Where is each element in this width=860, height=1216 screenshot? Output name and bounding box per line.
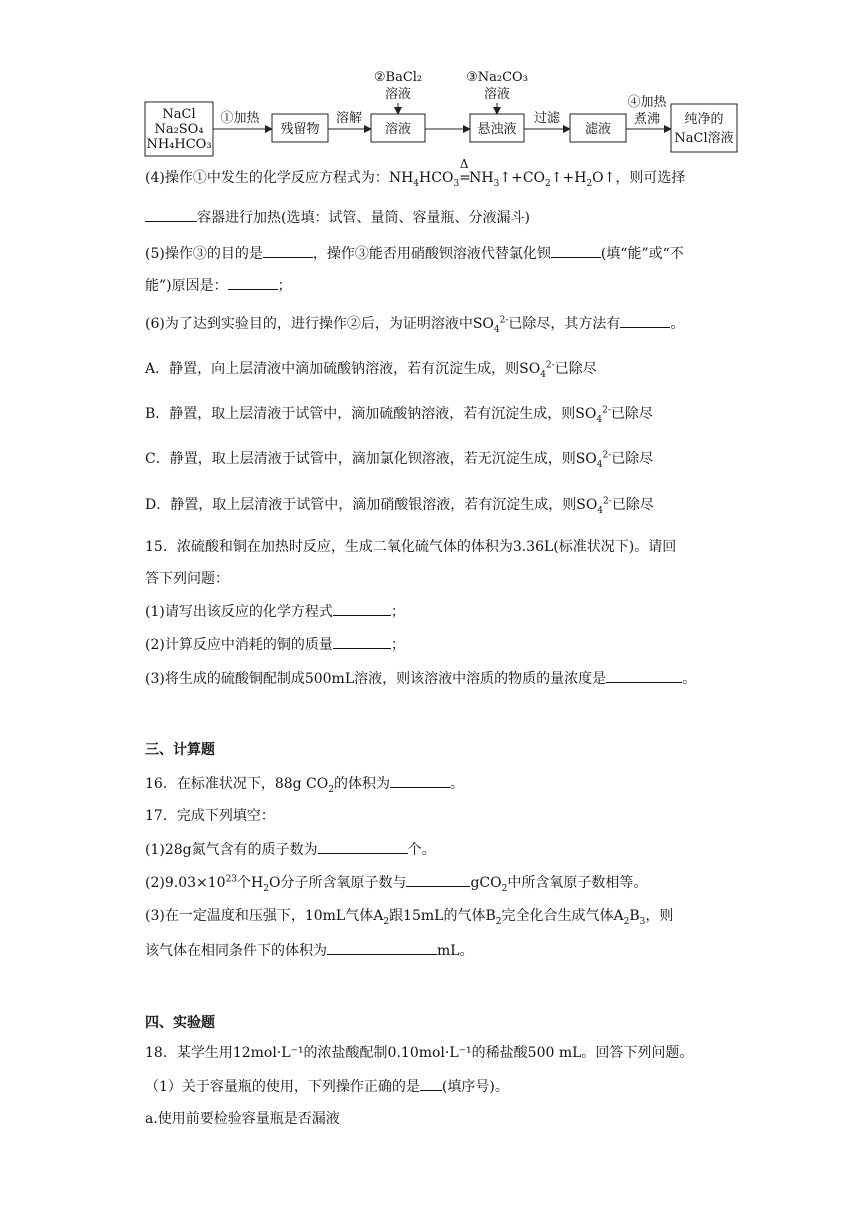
suspension-label: 悬浊液	[477, 122, 517, 137]
answer-blank[interactable]	[145, 207, 197, 222]
answer-blank[interactable]	[327, 940, 437, 955]
q5-line2: 能”)原因是： ；	[145, 275, 292, 296]
answer-blank[interactable]	[551, 243, 601, 258]
filtrate-label: 滤液	[584, 122, 612, 137]
answer-blank[interactable]	[606, 668, 682, 683]
q18-sub1: （1）关于容量瓶的使用，下列操作正确的是 (填序号)。	[145, 1076, 509, 1097]
q6-option-c: C．静置，取上层清液于试管中，滴加氯化钡溶液，若无沉淀生成，则$SO_4^{2-}$已除尽	[145, 450, 654, 470]
q6-option-d: D．静置，取上层清液于试管中，滴加硝酸银溶液，若有沉淀生成，则$SO_4^{2-}$已除尽	[145, 496, 654, 516]
answer-blank[interactable]	[318, 839, 408, 854]
answer-blank[interactable]	[228, 275, 278, 290]
label-step3-reagent: ③Na₂CO₃	[466, 70, 528, 85]
answer-blank[interactable]	[406, 872, 470, 887]
delta-equals-sign: Δ =	[459, 157, 471, 186]
label-step2-reagent: ②BaCl₂	[373, 70, 423, 85]
q15-line2: 答下列问题：	[145, 571, 229, 587]
section-experiment-title: 四、实验题	[145, 1015, 215, 1031]
label-filter: 过滤	[533, 111, 561, 126]
answer-blank[interactable]	[420, 1076, 442, 1091]
q15-sub3: (3)将生成的硫酸铜配制成500mL溶液，则该溶液中溶质的物质的量浓度是 。	[145, 668, 696, 689]
q18-line1: 18．某学生用12mol·L⁻¹的浓盐酸配制0.10mol·L⁻¹的稀盐酸500 mL。回答下列问题。	[145, 1045, 694, 1061]
q6-stem: (6)为了达到实验目的，进行操作②后，为证明溶液中$SO_4^{2-}$已除尽，其方法有 。	[145, 313, 684, 334]
answer-blank[interactable]	[390, 773, 450, 788]
q17-sub1: (1)28g氮气含有的质子数为 个。	[145, 839, 436, 860]
start-nh4hco3: NH₄HCO₃	[146, 137, 212, 152]
label-step2-solution: 溶液	[384, 87, 412, 102]
q6-option-b: B．静置，取上层清液于试管中，滴加硫酸钠溶液，若有沉淀生成，则$SO_4^{2-}$已除尽	[145, 405, 653, 425]
answer-blank[interactable]	[333, 601, 391, 616]
answer-blank[interactable]	[620, 313, 670, 328]
q4-line1: (4)操作①中发生的化学反应方程式为：$NH_4HCO_3$ Δ $=NH_3↑+CO_2↑+H_2O↑$，则可选择	[145, 157, 686, 189]
solution-label: 溶液	[384, 122, 412, 137]
q15-line1: 15．浓硫酸和铜在加热时反应，生成二氧化硫气体的体积为3.36L(标准状况下)。请回	[145, 539, 677, 555]
q17-sub3-line1: (3)在一定温度和压强下，10mL气体$A_2$跟15mL的气体$B_2$完全化合生成气体$A_2B_3$，则	[145, 908, 674, 927]
label-step4-heat: ④加热	[627, 95, 667, 110]
q18-option-a: a.使用前要检验容量瓶是否漏液	[145, 1111, 340, 1127]
q5-line1: (5)操作③的目的是 ，操作③能否用硝酸钡溶液代替氯化钡 (填“能”或“不	[145, 243, 684, 264]
pure-label-1: 纯净的	[684, 112, 724, 127]
q15-sub2: (2)计算反应中消耗的铜的质量 ；	[145, 634, 405, 655]
label-step1: ①加热	[220, 111, 260, 126]
label-dissolve: 溶解	[335, 111, 363, 126]
start-na2so4: Na₂SO₄	[154, 122, 204, 137]
q17-sub2: $(2)9.03\times 10^{23}$个$H_2O$分子所含氧原子数与 gCO$_2$中所含氧原子数相等。	[145, 872, 647, 893]
label-step4-boil: 煮沸	[633, 112, 661, 127]
q17-title: 17．完成下列填空：	[145, 808, 275, 824]
residue-label: 残留物	[280, 122, 320, 137]
label-step3-solution: 溶液	[483, 87, 511, 102]
pure-label-2: NaCl溶液	[674, 131, 734, 146]
answer-blank[interactable]	[333, 634, 391, 649]
q15-sub1: (1)请写出该反应的化学方程式 ；	[145, 601, 405, 622]
answer-blank[interactable]	[263, 243, 313, 258]
section-calculation-title: 三、计算题	[145, 742, 215, 758]
q6-option-a: A．静置，向上层清液中滴加硫酸钠溶液，若有沉淀生成，则$SO_4^{2-}$已除尽	[145, 360, 597, 380]
q17-sub3-line2: 该气体在相同条件下的体积为 mL。	[145, 940, 474, 961]
q4-line2: 容器进行加热(选填：试管、量筒、容量瓶、分液漏斗)	[145, 207, 530, 228]
start-nacl: NaCl	[162, 107, 196, 122]
separation-flowchart	[0, 0, 860, 160]
q16: 16．在标准状况下，88g $CO_2$的体积为 。	[145, 773, 464, 794]
